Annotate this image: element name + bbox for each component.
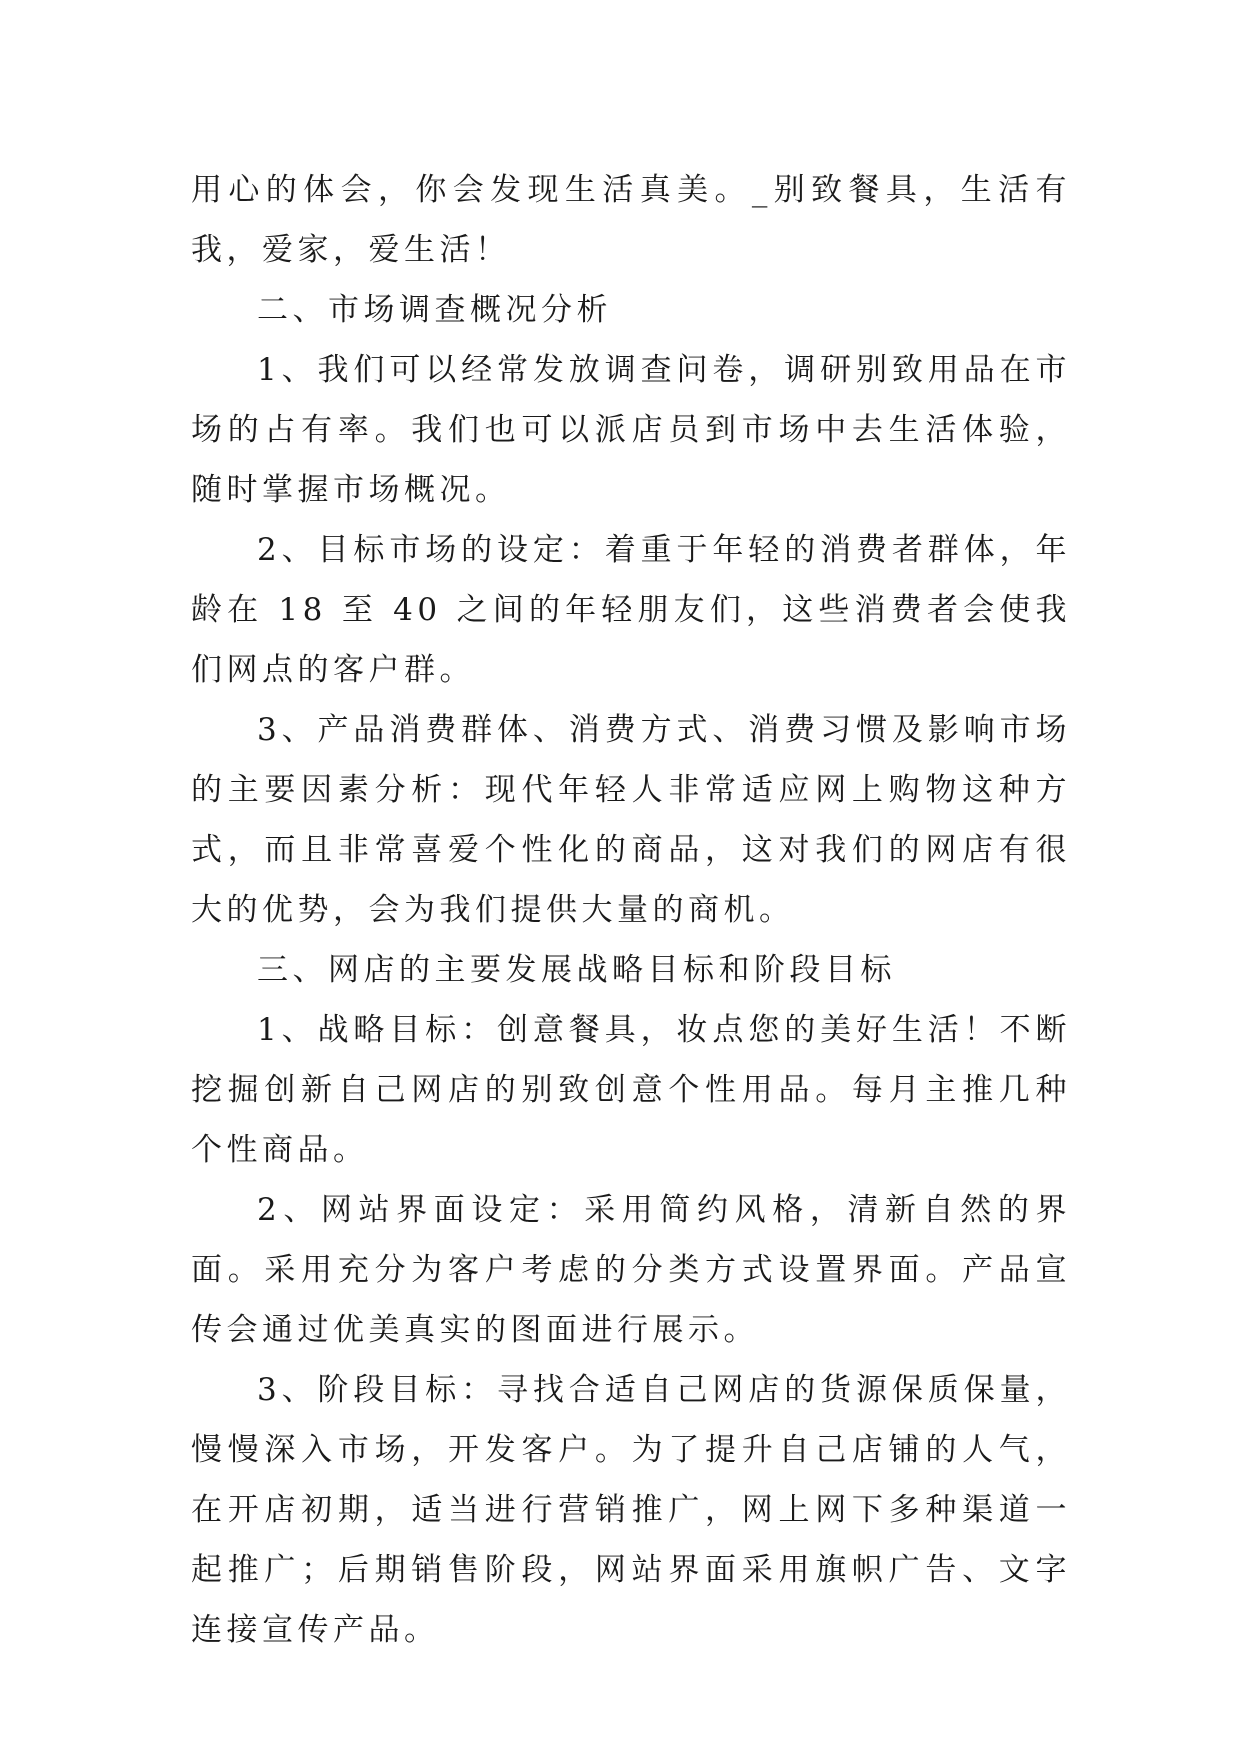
- paragraph-strategy-item-2: 2、网站界面设定：采用简约风格，清新自然的界面。采用充分为客户考虑的分类方式设置界面。产品宣传会通过优美真实的图面进行展示。: [191, 1192, 1071, 1348]
- paragraph-survey-item-3: 3、产品消费群体、消费方式、消费习惯及影响市场的主要因素分析：现代年轻人非常适应网上购物这种方式，而且非常喜爱个性化的商品，这对我们的网店有很大的优势，会为我们提供大量的商机。: [191, 712, 1071, 928]
- document-body: [191, 160, 1071, 1660]
- paragraph-strategy-item-1: 1、战略目标：创意餐具，妆点您的美好生活！不断挖掘创新自己网店的别致创意个性用品。每月主推几种个性商品。: [191, 1012, 1071, 1168]
- heading-strategy-goals: 三、网店的主要发展战略目标和阶段目标: [257, 952, 896, 988]
- paragraph-survey-item-1: 1、我们可以经常发放调查问卷，调研别致用品在市场的占有率。我们也可以派店员到市场中去生活体验，随时掌握市场概况。: [191, 352, 1071, 508]
- paragraph-strategy-item-3: 3、阶段目标：寻找合适自己网店的货源保质保量，慢慢深入市场，开发客户。为了提升自己店铺的人气，在开店初期，适当进行营销推广，网上网下多种渠道一起推广；后期销售阶段，网站界面采用旗帜广告、文字连接宣传产品。: [191, 1372, 1071, 1648]
- paragraph-intro-continuation: 用心的体会，你会发现生活真美。_别致餐具，生活有我，爱家，爱生活！: [191, 172, 1071, 268]
- paragraph-survey-item-2: 2、目标市场的设定：着重于年轻的消费者群体，年龄在 18 至 40 之间的年轻朋友们，这些消费者会使我们网点的客户群。: [191, 532, 1071, 688]
- heading-market-survey: 二、市场调查概况分析: [257, 292, 612, 328]
